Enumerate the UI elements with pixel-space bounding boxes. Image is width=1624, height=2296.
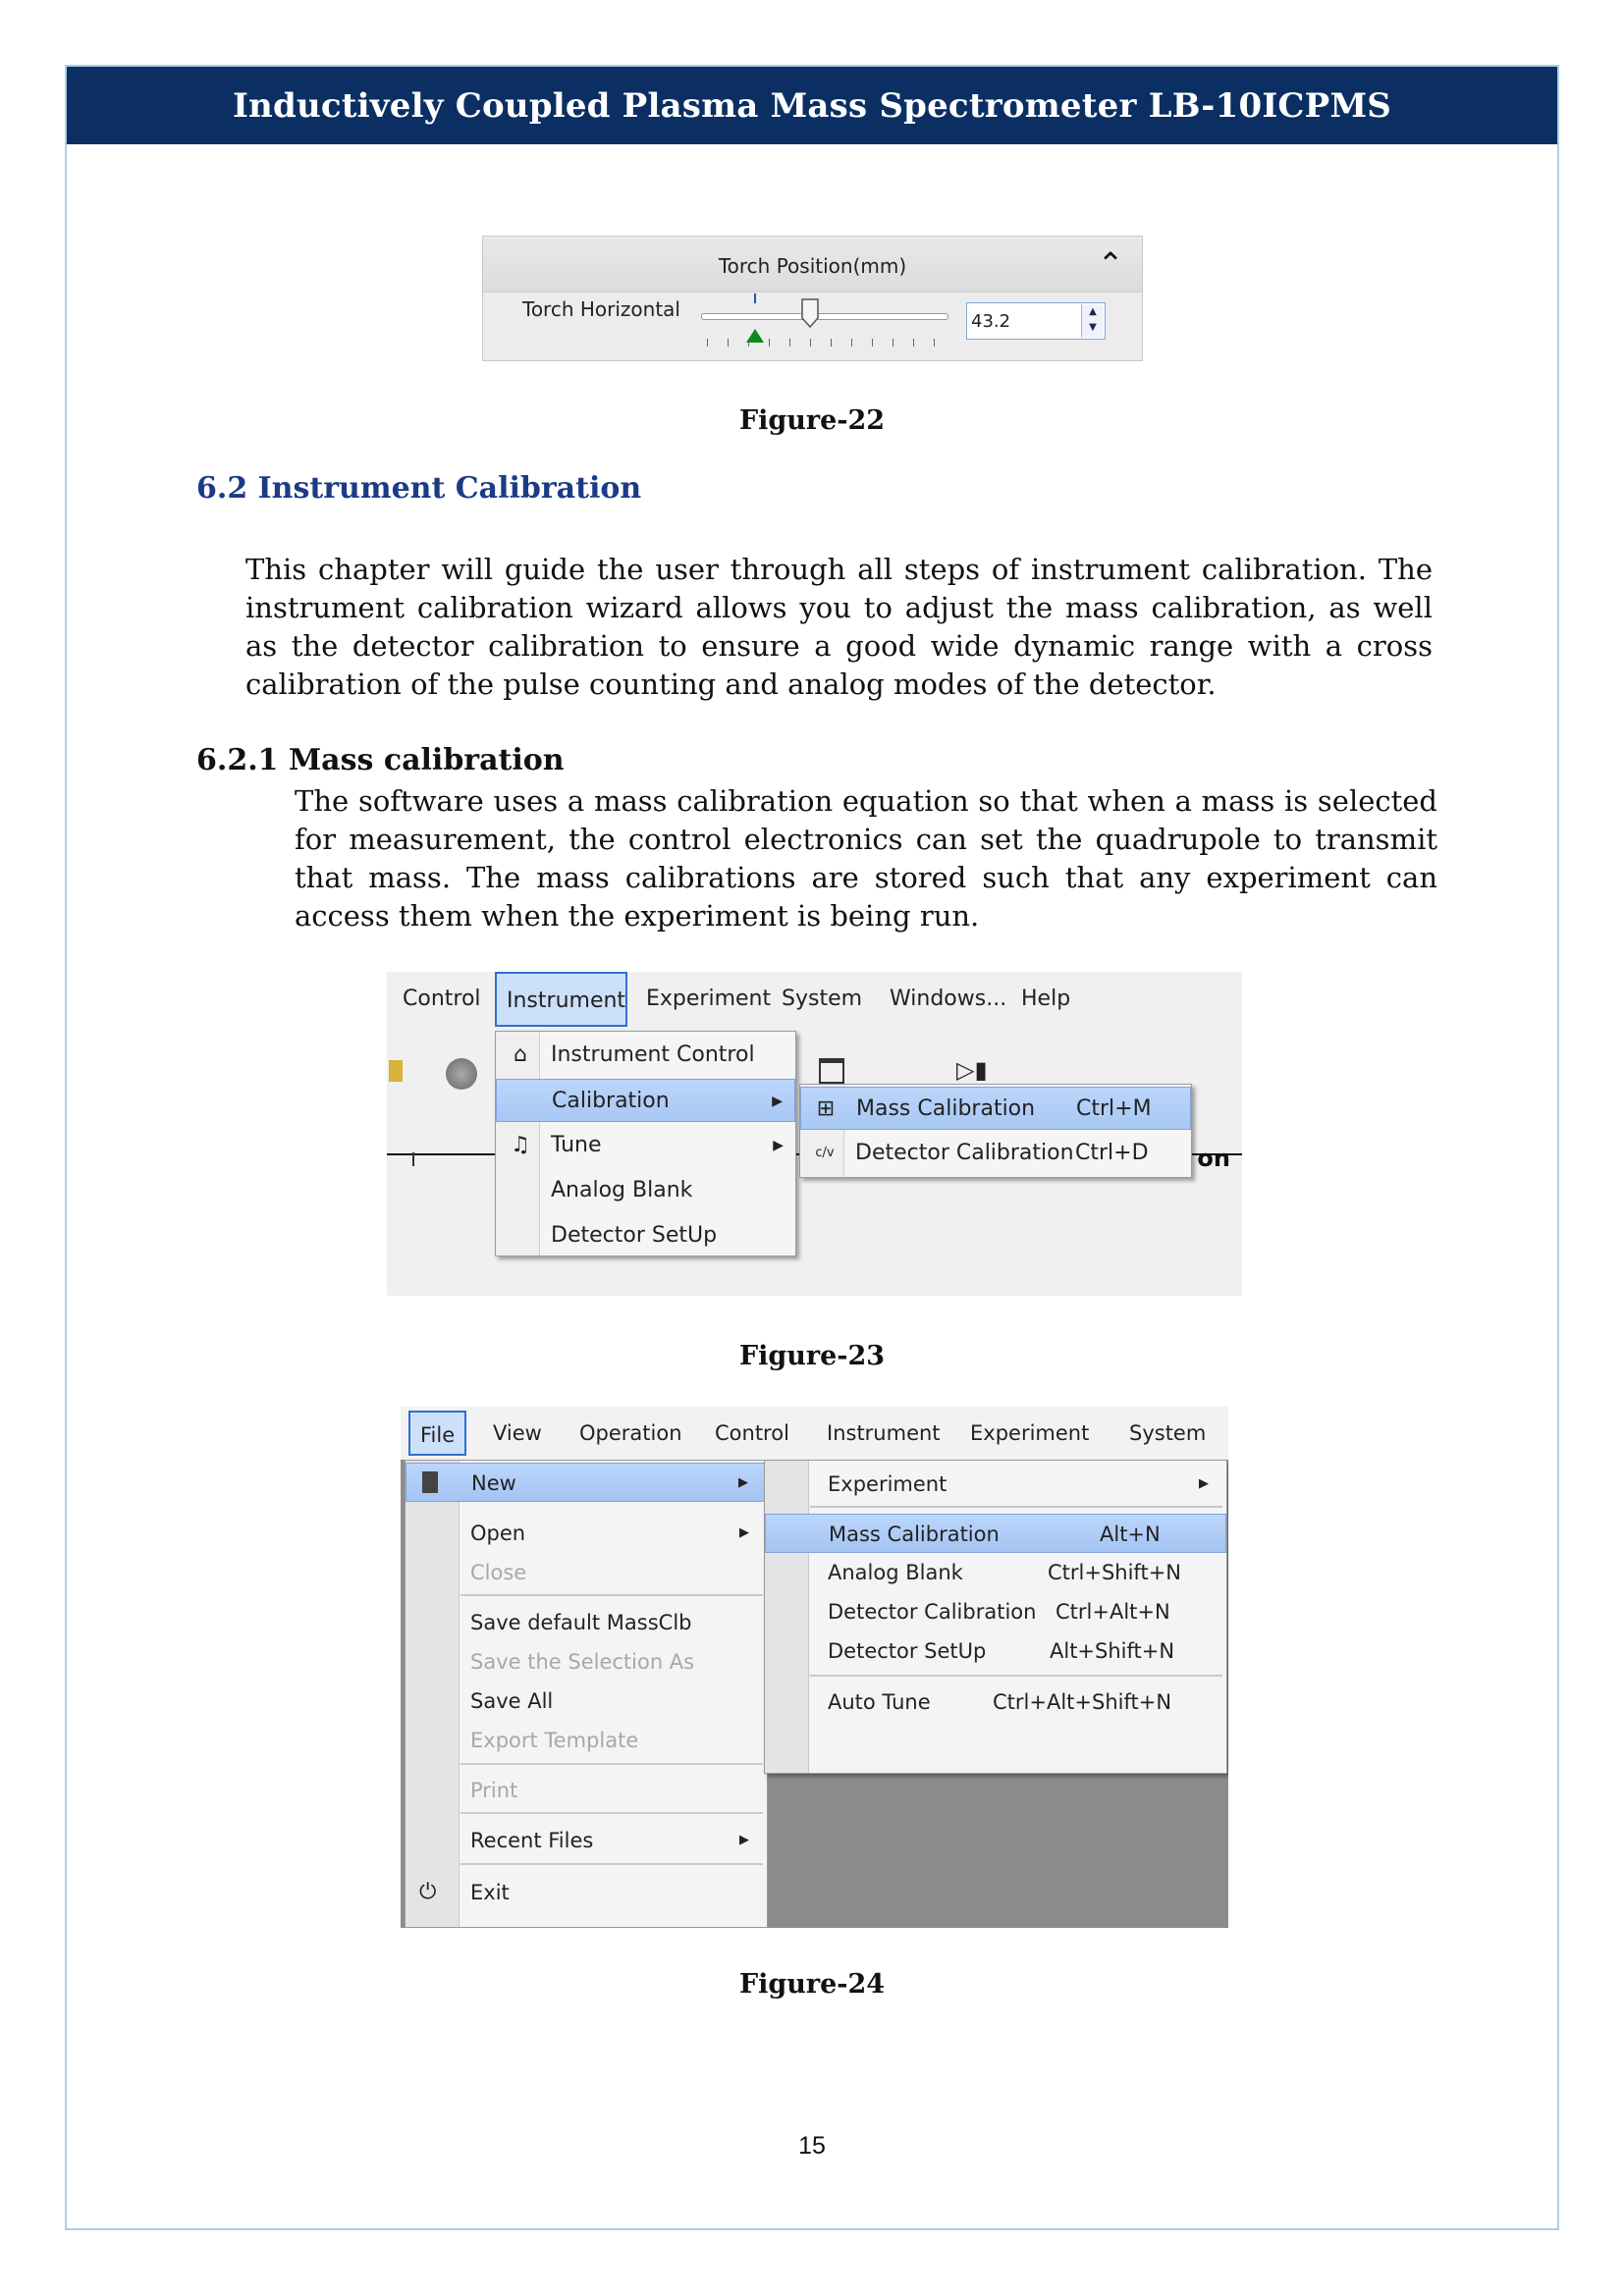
submenu-arrow-icon: ▶ xyxy=(1199,1476,1209,1491)
menu-separator xyxy=(460,1812,763,1814)
submenu-arrow-icon: ▶ xyxy=(739,1833,749,1847)
submenu-arrow-icon: ▶ xyxy=(738,1475,748,1490)
menu-item-label: New xyxy=(471,1471,516,1495)
slider-reference-mark xyxy=(754,294,756,303)
document-header xyxy=(67,67,1557,144)
subsection-body: The software uses a mass calibration equation so that when a mass is selected for measurement, the control electronics can set the quadrupole to transmit that mass. The mass calibrations are stored such that any experiment can access them when the experiment is being run. xyxy=(295,784,1437,933)
menu-item-mass-calibration[interactable] xyxy=(800,1087,1191,1130)
menu-experiment[interactable]: Experiment xyxy=(646,987,772,1011)
section-intro: This chapter will guide the user through all steps of instrument calibration. The instrument calibration wizard allows you to adjust the mass calibration, as well as the detector calibration to ensure a good wide dynamic range with a cross calibration of the pulse counting and analog modes of the detector. xyxy=(245,553,1433,701)
spin-buttons[interactable]: ▲ ▼ xyxy=(1081,304,1104,338)
torch-horizontal-slider[interactable] xyxy=(701,313,948,320)
calibration-submenu xyxy=(799,1084,1192,1178)
menu-item-close xyxy=(406,1553,767,1592)
menu-item-shortcut: Ctrl+Alt+N xyxy=(1056,1600,1170,1624)
menu-item-label: Mass Calibration xyxy=(856,1096,1036,1121)
menu-item-new-detector-setup[interactable] xyxy=(765,1631,1226,1671)
menu-item-label: Recent Files xyxy=(470,1829,594,1852)
new-document-icon xyxy=(422,1471,438,1493)
menubar xyxy=(387,972,1242,1031)
figure-24-caption: Figure-24 xyxy=(738,1969,886,2000)
menu-item-label: Save default MassClb xyxy=(470,1611,692,1634)
menu-item-analog-blank[interactable] xyxy=(496,1169,795,1212)
menu-instrument[interactable]: Instrument xyxy=(495,972,627,1027)
menu-item-print xyxy=(406,1771,767,1810)
menu-item-new[interactable] xyxy=(406,1463,767,1502)
menu-item-label: Detector Calibration xyxy=(828,1600,1037,1624)
menu-separator xyxy=(810,1506,1222,1508)
background-window-label: on xyxy=(1197,1145,1230,1172)
menu-item-label: Export Template xyxy=(470,1729,639,1752)
home-icon: ⌂ xyxy=(514,1042,527,1067)
menu-item-label: Save the Selection As xyxy=(470,1650,695,1674)
menu-item-save-all[interactable] xyxy=(406,1682,767,1721)
menu-item-label: Close xyxy=(470,1561,527,1584)
power-icon: ⏻ xyxy=(419,1880,437,1904)
slider-thumb[interactable] xyxy=(801,298,819,328)
instrument-menu-screenshot xyxy=(387,972,1242,1296)
menu-item-label: Detector SetUp xyxy=(551,1223,718,1248)
menu-item-label: Print xyxy=(470,1779,518,1802)
play-icon[interactable]: ▷▮ xyxy=(956,1056,988,1084)
menu-system[interactable]: System xyxy=(782,987,863,1011)
figure-22-caption: Figure-22 xyxy=(738,405,886,436)
menu-item-label: Mass Calibration xyxy=(829,1522,1000,1546)
menu-item-shortcut: Ctrl+Alt+Shift+N xyxy=(993,1690,1172,1714)
submenu-arrow-icon: ▶ xyxy=(739,1525,749,1540)
menu-item-detector-calibration[interactable] xyxy=(800,1132,1191,1175)
menu-separator xyxy=(810,1675,1222,1677)
torch-horizontal-label: Torch Horizontal xyxy=(522,297,680,321)
torch-horizontal-input[interactable] xyxy=(966,302,1106,340)
menu-control[interactable]: Control xyxy=(715,1421,789,1445)
menu-windows[interactable]: Windows... xyxy=(890,987,1007,1011)
menu-instrument[interactable]: Instrument xyxy=(827,1421,941,1445)
menu-separator xyxy=(460,1863,763,1865)
menu-item-tune[interactable] xyxy=(496,1124,795,1167)
menu-item-label: Detector Calibration xyxy=(855,1141,1074,1165)
menu-separator xyxy=(460,1594,763,1596)
menu-item-instrument-control[interactable] xyxy=(496,1034,795,1077)
menu-system[interactable]: System xyxy=(1129,1421,1207,1445)
menu-item-save-default-massclb[interactable] xyxy=(406,1603,767,1642)
menu-item-label: Detector SetUp xyxy=(828,1639,987,1663)
submenu-arrow-icon: ▶ xyxy=(773,1138,784,1153)
menu-file[interactable]: File xyxy=(408,1411,466,1456)
counts-volts-icon: c/v xyxy=(815,1146,835,1160)
menu-item-new-mass-calibration[interactable] xyxy=(765,1514,1226,1553)
menu-item-export-template xyxy=(406,1721,767,1760)
window-icon[interactable] xyxy=(819,1058,844,1084)
menu-separator xyxy=(460,1763,763,1765)
instrument-dropdown xyxy=(495,1031,796,1256)
green-position-marker-icon xyxy=(746,329,764,343)
music-note-icon: ♫ xyxy=(511,1133,530,1157)
calibration-graph-icon: ⊞ xyxy=(816,1096,836,1121)
submenu-arrow-icon: ▶ xyxy=(772,1094,783,1109)
panel-titlebar xyxy=(483,237,1142,293)
menu-item-detector-setup[interactable] xyxy=(496,1214,795,1257)
subsection-heading: 6.2.1 Mass calibration xyxy=(196,743,565,777)
menu-item-label: Exit xyxy=(470,1881,510,1904)
menu-item-shortcut: Alt+N xyxy=(1100,1522,1161,1546)
torch-horizontal-value: 43.2 xyxy=(971,311,1011,332)
menu-control[interactable]: Control xyxy=(403,987,481,1011)
torch-position-panel xyxy=(482,236,1143,361)
document-title: Inductively Coupled Plasma Mass Spectrometer LB-10ICPMS xyxy=(232,85,1392,126)
menu-item-label: Auto Tune xyxy=(828,1690,931,1714)
menu-item-shortcut: Ctrl+D xyxy=(1075,1141,1149,1165)
slider-ticks xyxy=(707,339,943,347)
menu-item-save-selection-as xyxy=(406,1642,767,1682)
panel-title: Torch Position(mm) xyxy=(718,254,907,278)
menu-item-label: Analog Blank xyxy=(551,1178,693,1202)
section-heading: 6.2 Instrument Calibration xyxy=(196,471,642,506)
menu-item-label: Calibration xyxy=(552,1089,670,1113)
menu-item-shortcut: Ctrl+Shift+N xyxy=(1048,1561,1181,1584)
menu-item-new-analog-blank[interactable] xyxy=(765,1553,1226,1592)
file-dropdown xyxy=(405,1460,768,1928)
menu-help[interactable]: Help xyxy=(1021,987,1071,1011)
new-submenu xyxy=(764,1460,1227,1774)
axis-tick xyxy=(412,1152,414,1166)
figure-23-caption: Figure-23 xyxy=(738,1341,886,1371)
page-number: 15 xyxy=(798,2132,826,2160)
menu-item-label: Analog Blank xyxy=(828,1561,963,1584)
menu-item-label: Instrument Control xyxy=(551,1042,755,1067)
menu-item-open[interactable] xyxy=(406,1514,767,1553)
menu-item-shortcut: Alt+Shift+N xyxy=(1050,1639,1175,1663)
menubar xyxy=(401,1407,1228,1460)
file-menu-screenshot xyxy=(401,1407,1228,1928)
menu-item-new-auto-tune[interactable] xyxy=(765,1682,1226,1722)
menu-item-label: Open xyxy=(470,1522,526,1545)
menu-item-new-detector-calibration[interactable] xyxy=(765,1592,1226,1631)
menu-item-new-experiment[interactable] xyxy=(765,1465,1226,1504)
menu-item-label: Save All xyxy=(470,1689,554,1713)
collapse-icon[interactable]: ⌃ xyxy=(1097,245,1124,283)
menu-item-label: Experiment xyxy=(828,1472,947,1496)
menu-view[interactable]: View xyxy=(493,1421,542,1445)
menu-item-label: Tune xyxy=(551,1133,602,1157)
toolbar-tool-icon[interactable] xyxy=(389,1060,403,1082)
menu-item-recent-files[interactable] xyxy=(406,1821,767,1860)
menu-item-calibration[interactable] xyxy=(496,1079,795,1122)
menu-operation[interactable]: Operation xyxy=(579,1421,682,1445)
gear-icon[interactable] xyxy=(446,1058,477,1090)
menu-item-shortcut: Ctrl+M xyxy=(1076,1096,1152,1121)
menu-item-exit[interactable] xyxy=(406,1873,767,1912)
menu-experiment[interactable]: Experiment xyxy=(970,1421,1090,1445)
